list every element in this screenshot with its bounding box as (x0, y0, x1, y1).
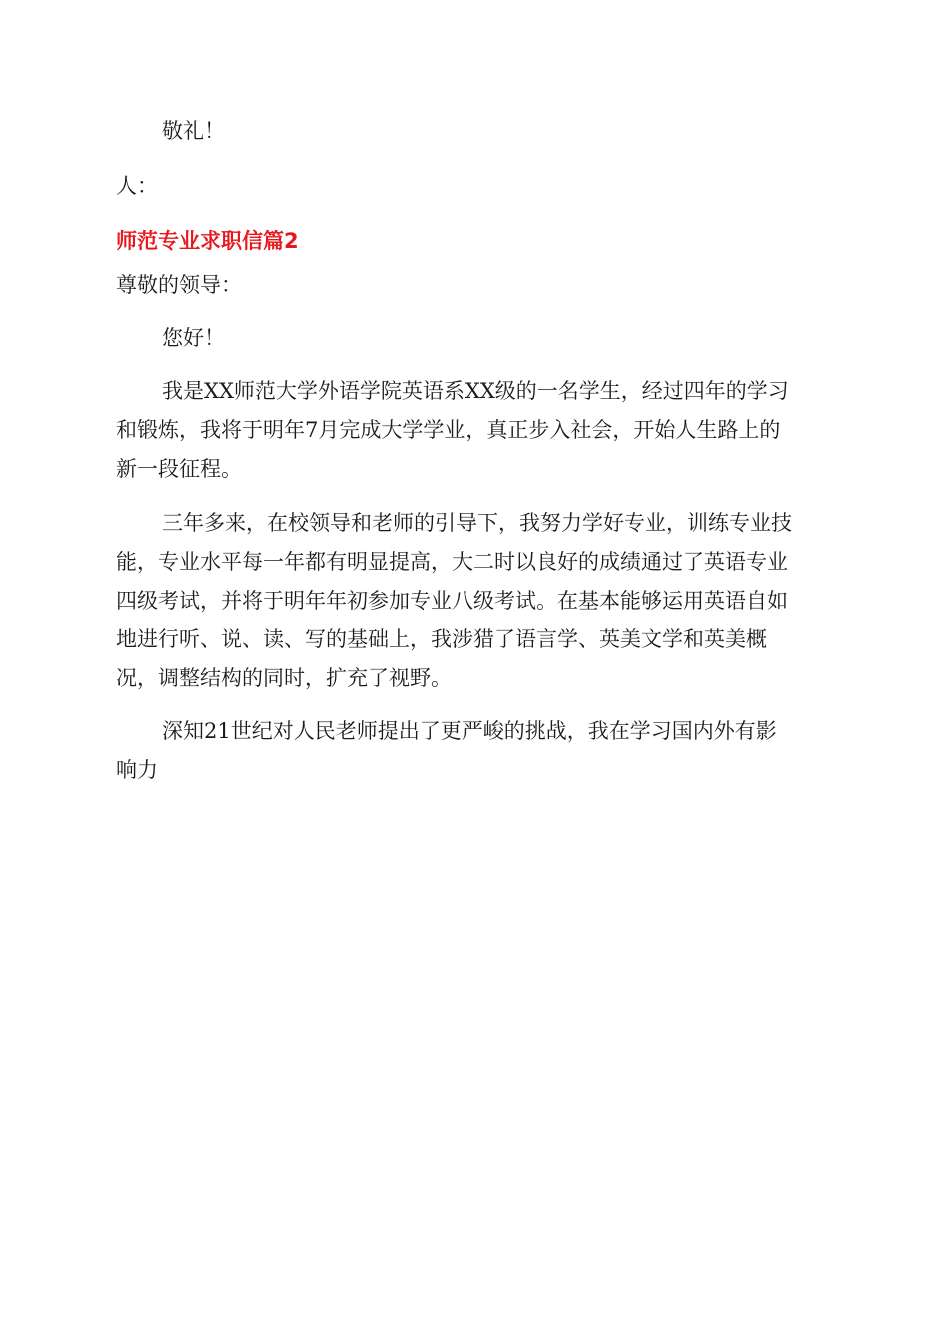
closing-salute: 敬礼！ (162, 119, 225, 143)
paragraph-line: 新一段征程。 (116, 457, 242, 481)
letter-hello: 您好！ (162, 326, 225, 350)
letter-greeting: 尊敬的领导： (116, 273, 242, 297)
paragraph-line: 四级考试，并将于明年年初参加专业八级考试。在基本能够运用英语自如 (116, 589, 788, 613)
signature-line: 人： (116, 174, 158, 198)
paragraph-line: 能，专业水平每一年都有明显提高，大二时以良好的成绩通过了英语专业 (116, 550, 788, 574)
paragraph-line: 三年多来，在校领导和老师的引导下，我努力学好专业，训练专业技 (162, 511, 792, 535)
paragraph-line: 况，调整结构的同时，扩充了视野。 (116, 666, 452, 690)
paragraph-line: 地进行听、说、读、写的基础上，我涉猎了语言学、英美文学和英美概 (116, 627, 767, 651)
paragraph-line: 和锻炼，我将于明年7月完成大学学业，真正步入社会，开始人生路上的 (116, 418, 781, 442)
paragraph-line: 响力 (116, 758, 158, 782)
section-heading: 师范专业求职信篇2 (116, 229, 299, 253)
paragraph-line: 深知21世纪对人民老师提出了更严峻的挑战，我在学习国内外有影 (162, 719, 777, 743)
paragraph-line: 我是XX师范大学外语学院英语系XX级的一名学生，经过四年的学习 (162, 379, 789, 403)
